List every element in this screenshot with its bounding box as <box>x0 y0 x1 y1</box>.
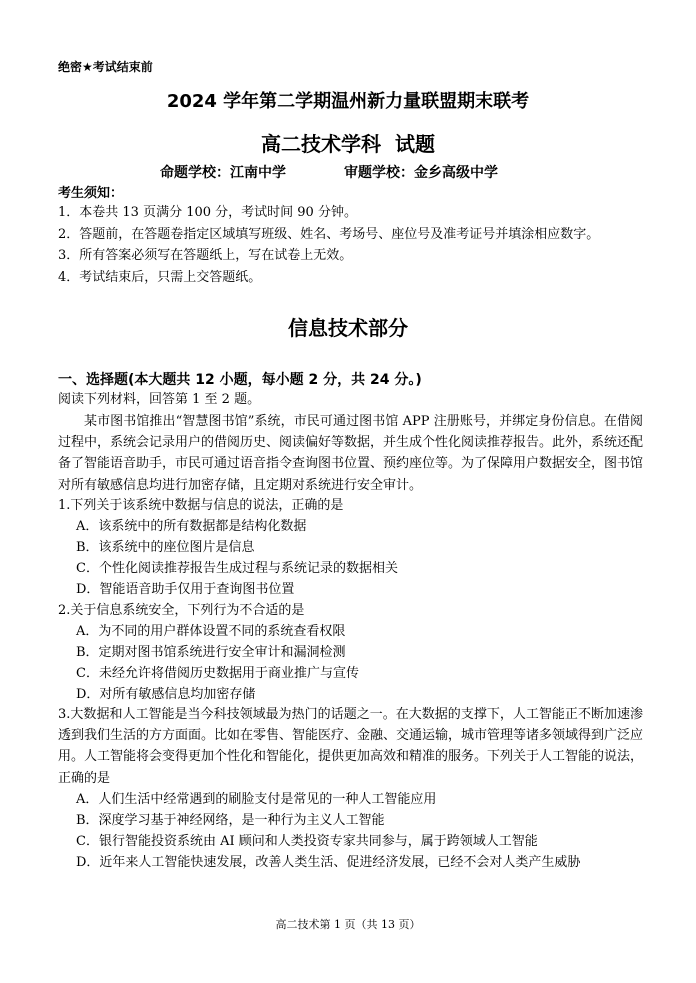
reading-intro: 阅读下列材料，回答第 1 至 2 题。 <box>58 392 261 407</box>
exam-subtitle: 高二技术学科 试题 <box>261 132 435 156</box>
question-1-option-b: B．该系统中的座位图片是信息 <box>76 540 255 555</box>
secret-label: 绝密★考试结束前 <box>58 60 153 74</box>
notice-title: 考生须知： <box>58 186 124 201</box>
part-title: 一、选择题(本大题共 12 小题，每小题 2 分，共 24 分。) <box>58 372 422 388</box>
question-1-stem: 1.下列关于该系统中数据与信息的说法，正确的是 <box>58 498 344 513</box>
question-2-option-d: D．对所有敏感信息均加密存储 <box>76 687 256 702</box>
question-1-option-c: C．个性化阅读推荐报告生成过程与系统记录的数据相关 <box>76 561 398 576</box>
question-3-option-d: D．近年来人工智能快速发展，改善人类生活、促进经济发展，已经不会对人类产生威胁 <box>76 855 581 870</box>
question-3-option-a: A．人们生活中经常遇到的刷脸支付是常见的一种人工智能应用 <box>76 792 437 807</box>
notice-item: 1．本卷共 13 页满分 100 分，考试时间 90 分钟。 <box>58 205 357 220</box>
exam-title: 2024 学年第二学期温州新力量联盟期末联考 <box>166 91 530 112</box>
school-info <box>160 162 498 182</box>
notice-item: 3．所有答案必须写在答题纸上，写在试卷上无效。 <box>58 248 353 263</box>
question-3-option-c: C．银行智能投资系统由 AI 顾问和人类投资专家共同参与，属于跨领域人工智能 <box>76 834 538 849</box>
page-footer: 高二技术第 1 页（共 13 页） <box>275 918 421 931</box>
question-2-stem: 2.关于信息系统安全，下列行为不合适的是 <box>58 603 305 618</box>
notice-list <box>58 202 696 288</box>
section-title: 信息技术部分 <box>288 316 408 340</box>
author-school: 命题学校：江南中学 <box>160 165 286 181</box>
question-1-option-d: D．智能语音助手仅用于查询图书位置 <box>76 582 295 597</box>
question-1-option-a: A．该系统中的所有数据都是结构化数据 <box>76 519 307 534</box>
reading-material: 某市图书馆推出“智慧图书馆”系统，市民可通过图书馆 APP 注册账号，并绑定身份信息。在借阅过程中，系统会记录用户的借阅历史、阅读偏好等数据，并生成个性化阅读推荐报告。此外，系统还配备了智能语音助手，市民可通过语音指令查询图书位置、预约座位等。为了保障用户数据安全，图书馆对所有敏感信息均进行加密存储，且定期对系统进行安全审计。 <box>58 414 644 493</box>
question-2-option-a: A．为不同的用户群体设置不同的系统查看权限 <box>76 624 346 639</box>
notice-item: 4．考试结束后，只需上交答题纸。 <box>58 269 262 285</box>
question-2-option-c: C．未经允许将借阅历史数据用于商业推广与宣传 <box>76 666 359 681</box>
question-3-stem: 3.大数据和人工智能是当今科技领域最为热门的话题之一。在大数据的支撑下，人工智能正不断加速渗透到我们生活的方方面面。比如在零售、智能医疗、金融、交通运输，城市管理等诸多领域得到广泛应用。人工智能将会变得更加个性化和智能化，提供更加高效和精准的服务。下列关于人工智能的说法，正确的是 <box>58 707 644 786</box>
question-3-option-b: B．深度学习基于神经网络，是一种行为主义人工智能 <box>76 813 385 828</box>
reviewer-school: 审题学校：金乡高级中学 <box>344 165 498 181</box>
question-2-option-b: B．定期对图书馆系统进行安全审计和漏洞检测 <box>76 645 346 660</box>
notice-item: 2．答题前，在答题卷指定区域填写班级、姓名、考场号、座位号及准考证号并填涂相应数字。 <box>58 226 600 242</box>
